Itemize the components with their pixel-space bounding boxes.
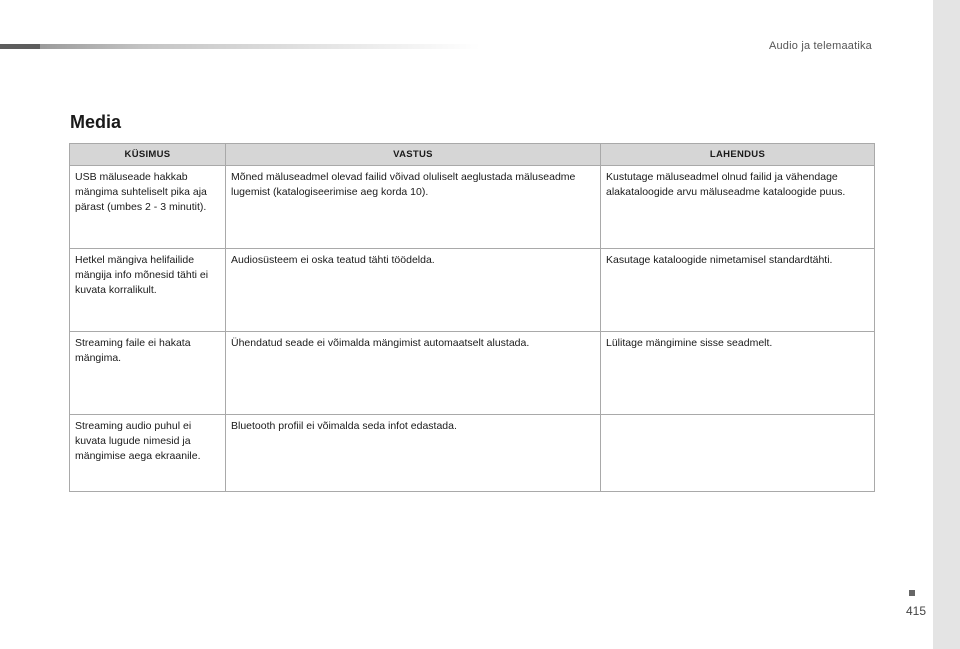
table-row — [70, 332, 875, 415]
answer-cell: Mõned mäluseadmel olevad failid võivad oluliselt aeglustada mäluseadme lugemist (katalogiseerimise aeg korda 10). — [226, 166, 601, 249]
column-header-solution: LAHENDUS — [601, 144, 875, 166]
media-troubleshooting-table — [69, 143, 875, 492]
question-cell: Hetkel mängiva helifailide mängija info mõnesid tähti ei kuvata korralikult. — [70, 249, 226, 332]
page-heading: Media — [70, 112, 122, 132]
page-number: 415 — [905, 604, 926, 618]
answer-cell: Ühendatud seade ei võimalda mängimist automaatselt alustada. — [226, 332, 601, 415]
table-header-row — [70, 144, 875, 166]
question-cell: USB mäluseade hakkab mängima suhteliselt pika aja pärast (umbes 2 - 3 minutit). — [70, 166, 226, 249]
answer-cell: Bluetooth profiil ei võimalda seda infot edastada. — [226, 415, 601, 492]
table-row — [70, 415, 875, 492]
table-row — [70, 249, 875, 332]
question-cell: Streaming faile ei hakata mängima. — [70, 332, 226, 415]
side-strip — [933, 0, 960, 649]
answer-cell: Audiosüsteem ei oska teatud tähti töödelda. — [226, 249, 601, 332]
solution-cell — [601, 415, 875, 492]
column-header-question: KÜSIMUS — [70, 144, 226, 166]
page-marker-icon — [909, 590, 915, 596]
solution-cell: Kustutage mäluseadmel olnud failid ja vähendage alakataloogide arvu mäluseadme kataloogide puus. — [601, 166, 875, 249]
solution-cell: Lülitage mängimine sisse seadmelt. — [601, 332, 875, 415]
question-cell: Streaming audio puhul ei kuvata lugude nimesid ja mängimise aega ekraanile. — [70, 415, 226, 492]
solution-cell: Kasutage kataloogide nimetamisel standardtähti. — [601, 249, 875, 332]
column-header-answer: VASTUS — [226, 144, 601, 166]
table-row — [70, 166, 875, 249]
section-title: Audio ja telemaatika — [768, 40, 872, 52]
header-rule — [0, 44, 480, 49]
